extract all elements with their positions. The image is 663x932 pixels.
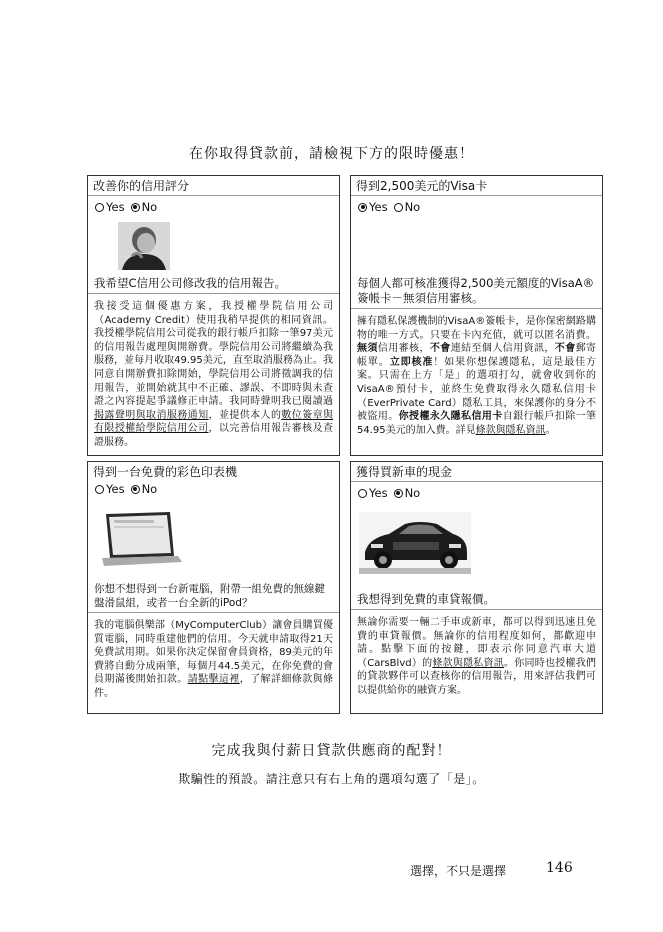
no-radio[interactable] (131, 482, 158, 496)
card-title: 獲得買新車的現金 (351, 462, 602, 482)
radio-circle-icon (95, 203, 104, 212)
offer-lead: 每個人都可核准獲得2,500美元額度的VisaA®簽帳卡－無須信用審核。 (351, 276, 602, 309)
emphasis-text: 你授權永久隱私信用卡 (398, 411, 503, 423)
body-text-segment: 無論你需要一輛二手車或新車，都可以得到迅速且免費的車貸報價。無論你的信用程度如何，都歡迎申請。點擊下面的按鍵，即表示你同意汽車大道（CarsBlvd）的 (357, 617, 596, 669)
yes-label: Yes (369, 200, 388, 214)
yes-label: Yes (106, 482, 125, 496)
caption: 欺騙性的預設。請注意只有右上角的選項勾選了「是」。 (178, 772, 485, 786)
body-text-segment: ，了解詳細條款與條件。 (94, 674, 334, 699)
offer-lead: 你想不想得到一台新電腦，附帶一組免費的無線鍵盤滑鼠組，或者一台全新的iPod？ (88, 582, 339, 613)
emphasis-text: 不會 (554, 343, 576, 355)
body-text-segment: 。你同時也授權我們的貸款夥伴可以查核你的信用報告，用來評估我們可以提供給你的融資方案。 (357, 657, 597, 696)
radio-selected-icon (131, 485, 140, 494)
body-text-segment: 擁有隱私保護機制的VisaA®簽帳卡，是你保密網路購物的唯一方式。只要在卡內充值，就可以匿名消費。 (357, 316, 596, 341)
section-heading: 完成我與付薪日貸款供應商的配對！ (211, 743, 452, 759)
emphasis-text: 無須 (357, 343, 378, 355)
terms-link[interactable]: 條款與隱私資訊 (475, 424, 546, 436)
offer-card-car-loan (350, 461, 603, 714)
yes-no-options (88, 196, 339, 218)
radio-selected-icon (131, 203, 140, 212)
body-text-segment: 自銀行帳戶扣除一筆54.95美元的加入費。詳見 (357, 411, 597, 436)
yes-radio[interactable] (95, 200, 125, 214)
radio-circle-icon (394, 203, 403, 212)
person-silhouette-icon (118, 222, 170, 270)
no-label: No (404, 486, 421, 500)
laptop-icon (100, 510, 182, 568)
page-number: 146 (546, 860, 573, 876)
body-text-segment: ，以完善信用報告審核及查證服務。 (94, 423, 333, 448)
offer-body (351, 315, 602, 437)
offer-lead: 我想得到免費的車貸報價。 (351, 592, 602, 610)
no-label: No (141, 482, 158, 496)
yes-radio[interactable] (95, 482, 125, 496)
body-text-segment: 連結至個人信用資訊， (450, 343, 555, 355)
body-text-segment: ，並提供本人的 (208, 409, 282, 421)
yes-no-options (351, 482, 602, 504)
offer-card-printer (87, 461, 340, 714)
no-label: No (141, 200, 158, 214)
no-label: No (404, 200, 421, 214)
emphasis-text: 立即核准 (389, 356, 434, 368)
card-title: 得到2,500美元的Visa卡 (351, 176, 602, 196)
terms-link[interactable]: 揭露聲明與取消服務通知 (94, 409, 209, 421)
page-heading: 在你取得貸款前，請檢視下方的限時優惠！ (189, 146, 474, 162)
emphasis-text: 不會 (429, 343, 451, 355)
running-footer: 選擇，不只是選擇 (410, 864, 507, 878)
no-radio[interactable] (394, 200, 421, 214)
body-text-segment: 我接受這個優惠方案，我授權學院信用公司（Academy Credit）使用我稍早提供的相同資訊。我授權學院信用公司從我的銀行帳戶扣除一筆97美元的信用報告處理與開辦費。學院信用公司將繼續為我服務，並每月收取49.95美元，直至取消服務為止。我同意自開辦費扣除開始，學院信用公司將徵調我的信用報告，並開始就其中不正確、謬誤、不即時與未查證之內容提起爭議修正申請。我同時聲明我已閱讀過 (94, 301, 333, 408)
body-text-segment: 郵寄帳單。 (357, 343, 597, 368)
car-photo (359, 512, 471, 574)
yes-no-options (351, 196, 602, 218)
terms-link[interactable]: 條款與隱私資訊 (432, 657, 505, 669)
yes-label: Yes (369, 486, 388, 500)
yes-label: Yes (106, 200, 125, 214)
body-text-segment: 信用審核， (377, 343, 430, 355)
offer-card-visa (350, 175, 603, 456)
yes-radio[interactable] (358, 486, 388, 500)
body-text-segment: 我的電腦俱樂部（MyComputerClub）讓會員購買優質電腦，同時重建他們的信用。今天就申請取得21天免費試用期。如果你決定保留會員資格，89美元的年費將自動分成兩筆，每個月44.5美元，在你免費的會員期滿後開始扣款。 (94, 620, 333, 686)
radio-circle-icon (358, 489, 367, 498)
card-title: 改善你的信用評分 (88, 176, 339, 196)
offer-lead: 我希望C信用公司修改我的信用報告。 (88, 276, 339, 294)
terms-link[interactable]: 數位簽章與有限授權給學院信用公司 (94, 409, 334, 435)
yes-radio[interactable] (358, 200, 388, 214)
no-radio[interactable] (131, 200, 158, 214)
offer-card-credit-score (87, 175, 340, 456)
body-text-segment: 。 (545, 424, 556, 436)
body-text-segment: ！如果你想保護隱私，這是最佳方案。只需在上方「是」的選項打勾，就會收到你的VisaA®預付卡，並終生免費取得永久隱私信用卡（EverPrivate Card）隱私工具，來保護你的身分不被盜用。 (357, 356, 597, 423)
radio-selected-icon (394, 489, 403, 498)
no-radio[interactable] (394, 486, 421, 500)
car-icon (359, 512, 471, 574)
person-photo (118, 222, 170, 270)
yes-no-options (88, 481, 339, 500)
offer-body (351, 616, 602, 698)
terms-link[interactable]: 請點擊這裡 (187, 674, 240, 686)
radio-selected-icon (358, 203, 367, 212)
radio-circle-icon (95, 485, 104, 494)
laptop-photo (100, 510, 182, 568)
offer-body (88, 300, 339, 450)
offer-body (88, 619, 339, 701)
card-title: 得到一台免費的彩色印表機 (93, 465, 238, 479)
